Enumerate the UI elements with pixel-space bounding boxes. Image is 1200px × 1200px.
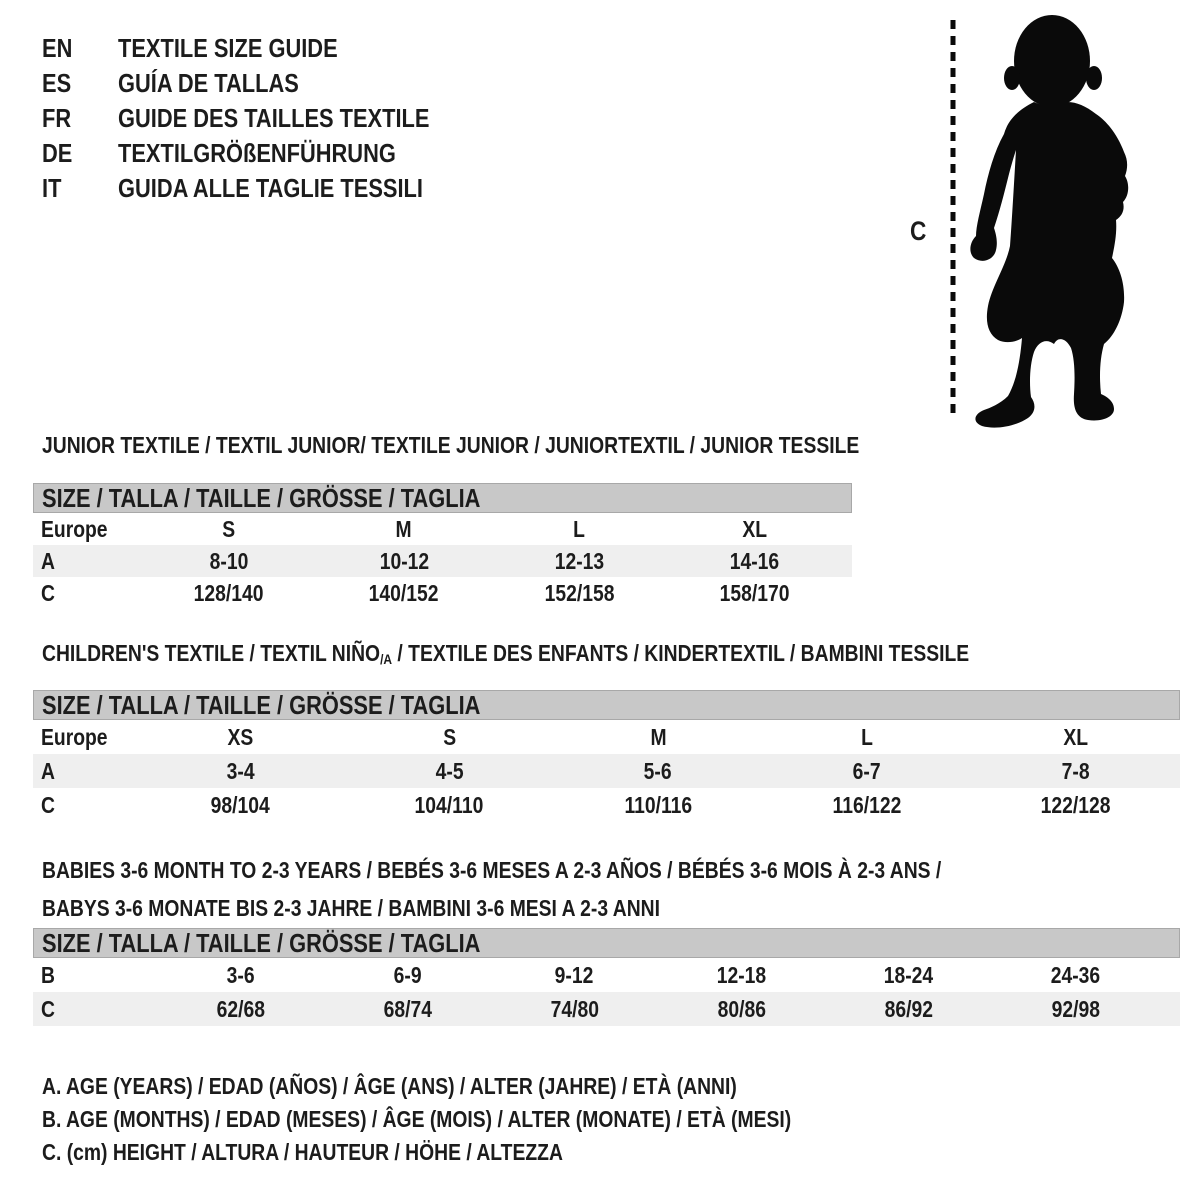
language-code: ES bbox=[42, 68, 72, 98]
spacer-cell bbox=[1159, 958, 1180, 992]
toddler-body bbox=[970, 15, 1128, 428]
table-row-europe bbox=[33, 513, 852, 545]
spacer-cell bbox=[842, 577, 852, 609]
height-cell: 116/122 bbox=[832, 791, 902, 818]
language-title-list bbox=[42, 31, 489, 206]
language-row-de bbox=[42, 136, 489, 171]
age-cell: 12-13 bbox=[554, 547, 604, 574]
guide-title-es: GUÍA DE TALLAS bbox=[118, 68, 299, 98]
age-cell: 6-7 bbox=[852, 757, 881, 784]
babies-table bbox=[33, 958, 1180, 1026]
row-label: Europe bbox=[41, 723, 108, 750]
size-header-bar: SIZE / TALLA / TAILLE / GRÖSSE / TAGLIA bbox=[33, 928, 1180, 958]
children-size-table bbox=[33, 690, 1180, 822]
size-header-bar: SIZE / TALLA / TAILLE / GRÖSSE / TAGLIA bbox=[33, 483, 852, 513]
months-cell: 18-24 bbox=[883, 961, 934, 988]
height-cell: 104/110 bbox=[414, 791, 484, 818]
height-cell: 92/98 bbox=[1051, 995, 1100, 1022]
row-label: A bbox=[41, 547, 55, 574]
row-label: B bbox=[41, 961, 55, 988]
language-code: FR bbox=[42, 103, 72, 133]
size-cell: XS bbox=[227, 723, 254, 750]
table-row-height bbox=[33, 788, 1180, 822]
row-label: C bbox=[41, 791, 55, 818]
children-table bbox=[33, 720, 1180, 822]
age-cell: 5-6 bbox=[644, 757, 673, 784]
children-section-title: CHILDREN'S TEXTILE / TEXTIL NIÑO/A / TEXTILE DES ENFANTS / KINDERTEXTIL / BAMBINI TESSILE bbox=[42, 640, 970, 668]
guide-title-de: TEXTILGRÖßENFÜHRUNG bbox=[118, 138, 396, 168]
table-row-months bbox=[33, 958, 1180, 992]
height-cell: 68/74 bbox=[383, 995, 432, 1022]
size-cell: L bbox=[860, 723, 873, 750]
age-cell: 10-12 bbox=[379, 547, 429, 574]
size-cell: M bbox=[650, 723, 667, 750]
size-cell: XL bbox=[1063, 723, 1088, 750]
language-code: EN bbox=[42, 33, 73, 63]
age-cell: 4-5 bbox=[435, 757, 464, 784]
legend-line-c: C. (cm) HEIGHT / ALTURA / HAUTEUR / HÖHE / ALTEZZA bbox=[42, 1139, 563, 1165]
size-cell: S bbox=[222, 515, 236, 542]
language-row-it bbox=[42, 171, 489, 206]
language-code: IT bbox=[42, 173, 62, 203]
language-row-fr bbox=[42, 101, 489, 136]
babies-title-line2: BABYS 3-6 MONATE BIS 2-3 JAHRE / BAMBINI 3-6 MESI A 2-3 ANNI bbox=[42, 895, 660, 921]
junior-size-table bbox=[33, 483, 852, 609]
spacer-cell bbox=[842, 513, 852, 545]
legend bbox=[42, 1070, 934, 1169]
language-row-en bbox=[42, 31, 489, 66]
language-row-es bbox=[42, 66, 489, 101]
toddler-silhouette-icon bbox=[900, 0, 1200, 430]
months-cell: 3-6 bbox=[226, 961, 255, 988]
size-cell: L bbox=[573, 515, 586, 542]
height-cell: 128/140 bbox=[193, 579, 264, 606]
height-cell: 122/128 bbox=[1040, 791, 1111, 818]
row-label: Europe bbox=[41, 515, 108, 542]
height-cell: 98/104 bbox=[211, 791, 271, 818]
age-cell: 8-10 bbox=[209, 547, 249, 574]
table-row-age bbox=[33, 754, 1180, 788]
months-cell: 12-18 bbox=[716, 961, 767, 988]
babies-section-title bbox=[42, 851, 1113, 927]
nino-a-subscript: /A bbox=[380, 651, 393, 668]
row-label: C bbox=[41, 579, 55, 606]
age-cell: 3-4 bbox=[226, 757, 255, 784]
spacer-cell bbox=[1159, 992, 1180, 1026]
height-cell: 110/116 bbox=[624, 791, 692, 818]
size-cell: S bbox=[442, 723, 456, 750]
size-cell: XL bbox=[742, 515, 767, 542]
months-cell: 24-36 bbox=[1050, 961, 1101, 988]
months-cell: 9-12 bbox=[555, 961, 594, 988]
guide-title-en: TEXTILE SIZE GUIDE bbox=[118, 33, 338, 63]
size-cell: M bbox=[395, 515, 413, 542]
row-label: A bbox=[41, 757, 55, 784]
legend-line-a: A. AGE (YEARS) / EDAD (AÑOS) / ÂGE (ANS) / ALTER (JAHRE) / ETÀ (ANNI) bbox=[42, 1073, 737, 1099]
height-cell: 80/86 bbox=[717, 995, 766, 1022]
junior-table bbox=[33, 513, 852, 609]
table-row-height bbox=[33, 992, 1180, 1026]
toddler-figure bbox=[900, 0, 1200, 430]
table-row-age bbox=[33, 545, 852, 577]
junior-section-title: JUNIOR TEXTILE / TEXTIL JUNIOR/ TEXTILE JUNIOR / JUNIORTEXTIL / JUNIOR TESSILE bbox=[42, 432, 860, 458]
months-cell: 6-9 bbox=[393, 961, 422, 988]
height-cell: 74/80 bbox=[550, 995, 599, 1022]
height-cell: 152/158 bbox=[544, 579, 615, 606]
table-row-height bbox=[33, 577, 852, 609]
height-measure-label: C bbox=[910, 216, 927, 246]
height-cell: 140/152 bbox=[369, 579, 439, 606]
age-cell: 7-8 bbox=[1061, 757, 1090, 784]
spacer-cell bbox=[842, 545, 852, 577]
row-label: C bbox=[41, 995, 55, 1022]
table-row-europe bbox=[33, 720, 1180, 754]
guide-title-fr: GUIDE DES TAILLES TEXTILE bbox=[118, 103, 430, 133]
babies-title-line1: BABIES 3-6 MONTH TO 2-3 YEARS / BEBÉS 3-6 MESES A 2-3 AÑOS / BÉBÉS 3-6 MOIS À 2-3 ANS / bbox=[42, 857, 942, 883]
age-cell: 14-16 bbox=[729, 547, 780, 574]
height-cell: 158/170 bbox=[719, 579, 790, 606]
guide-title-it: GUIDA ALLE TAGLIE TESSILI bbox=[118, 173, 423, 203]
legend-line-b: B. AGE (MONTHS) / EDAD (MESES) / ÂGE (MOIS) / ALTER (MONATE) / ETÀ (MESI) bbox=[42, 1106, 792, 1132]
height-cell: 86/92 bbox=[884, 995, 933, 1022]
size-header-bar: SIZE / TALLA / TAILLE / GRÖSSE / TAGLIA bbox=[33, 690, 1180, 720]
language-code: DE bbox=[42, 138, 73, 168]
babies-size-table bbox=[33, 928, 1180, 1026]
height-cell: 62/68 bbox=[216, 995, 265, 1022]
